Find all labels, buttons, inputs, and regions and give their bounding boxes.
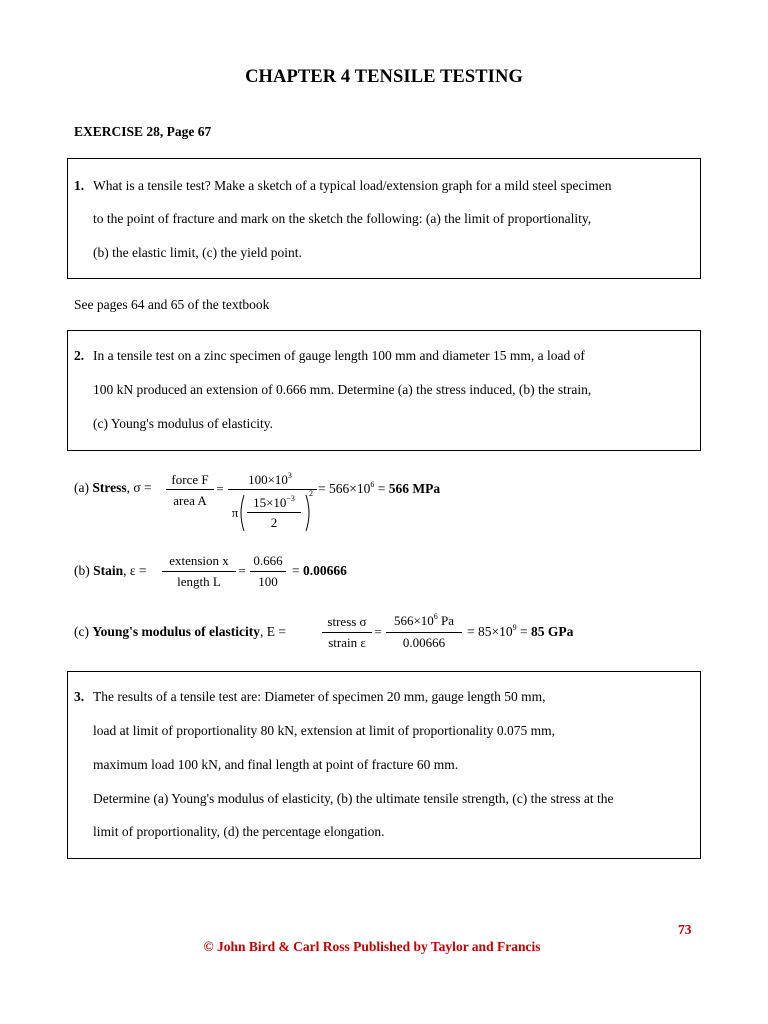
solution-label: Young's modulus of elasticity — [92, 624, 261, 639]
exercise-heading: EXERCISE 28, Page 67 — [74, 124, 212, 139]
copyright-footer: © John Bird & Carl Ross Published by Taylor and Francis — [203, 939, 541, 954]
question-number: 3. — [74, 689, 85, 704]
page-number: 73 — [678, 922, 692, 937]
question-text-line: (c) Young's modulus of elasticity. — [93, 416, 274, 431]
question-text-line: limit of proportionality, (d) the percentage elongation. — [93, 824, 385, 839]
fraction-numerator: 0.666 — [253, 553, 283, 568]
fraction-bar — [250, 571, 286, 572]
fraction-bar — [162, 571, 236, 572]
question-text-line: 100 kN produced an extension of 0.666 mm. Determine (a) the stress induced, (b) the strain, — [93, 382, 592, 397]
fraction-denominator: 100 — [258, 574, 278, 589]
question-text-line: Determine (a) Young's modulus of elasticity, (b) the ultimate tensile strength, (c) the stress at the — [93, 791, 614, 806]
answer-1-text: See pages 64 and 65 of the textbook — [74, 297, 270, 312]
modulus-result: = $85\times 10^9 = 85$ GPa — [467, 623, 574, 639]
question-text-line: load at limit of proportionality 80 kN, extension at limit of proportionality 0.075 mm, — [93, 723, 555, 738]
fraction-numerator: stress σ — [327, 614, 367, 629]
fraction-denominator: area A — [173, 493, 207, 508]
question-text-line: The results of a tensile test are: Diameter of specimen 20 mm, gauge length 50 mm, — [93, 689, 546, 704]
fraction-numerator: $566\times 10^6$ Pa — [393, 612, 455, 628]
fraction-bar — [386, 632, 462, 633]
question-text-line: In a tensile test on a zinc specimen of gauge length 100 mm and diameter 15 mm, a load of — [93, 348, 585, 363]
solution-label: Stress — [92, 480, 127, 495]
fraction-numerator: $100\times 10^3$ — [248, 471, 292, 487]
fraction-numerator: extension x — [169, 553, 229, 568]
fraction-bar — [322, 632, 372, 633]
inner-fraction-bar — [247, 512, 301, 513]
question-number: 1. — [74, 178, 85, 193]
equals-sign: = — [374, 624, 382, 639]
equals-sign: = — [216, 481, 224, 496]
question-3-box — [67, 671, 701, 859]
fraction-denominator: length L — [177, 574, 221, 589]
question-text-line: What is a tensile test? Make a sketch of a typical load/extension graph for a mild steel specimen — [93, 178, 612, 193]
inner-denominator: 2 — [270, 515, 278, 530]
question-2-box — [67, 330, 701, 451]
fraction-numerator: force F — [171, 472, 209, 487]
exponent: 2 — [309, 489, 313, 498]
question-text-line: maximum load 100 kN, and final length at point of fracture 60 mm. — [93, 757, 459, 772]
question-text-line: (b) the elastic limit, (c) the yield point. — [93, 245, 302, 260]
inner-numerator: $15\times 10^{-3}$ — [253, 494, 295, 510]
equals-sign: = — [238, 563, 246, 578]
stress-result: = $566\times 10^6 = 566$ MPa — [318, 480, 441, 496]
fraction-denominator: strain ε — [328, 635, 366, 650]
question-text-line: to the point of fracture and mark on the sketch the following: (a) the limit of proportionality, — [93, 211, 592, 226]
fraction-bar — [166, 489, 214, 490]
fraction-denominator: 0.00666 — [402, 635, 446, 650]
solution-label: Stain — [93, 563, 124, 578]
fraction-bar — [228, 489, 317, 490]
page-title: CHAPTER 4 TENSILE TESTING — [245, 67, 523, 87]
strain-result: = 0.00666 — [292, 563, 347, 578]
question-1-box — [67, 158, 701, 279]
question-number: 2. — [74, 348, 85, 363]
pi-symbol: π — [231, 505, 239, 520]
